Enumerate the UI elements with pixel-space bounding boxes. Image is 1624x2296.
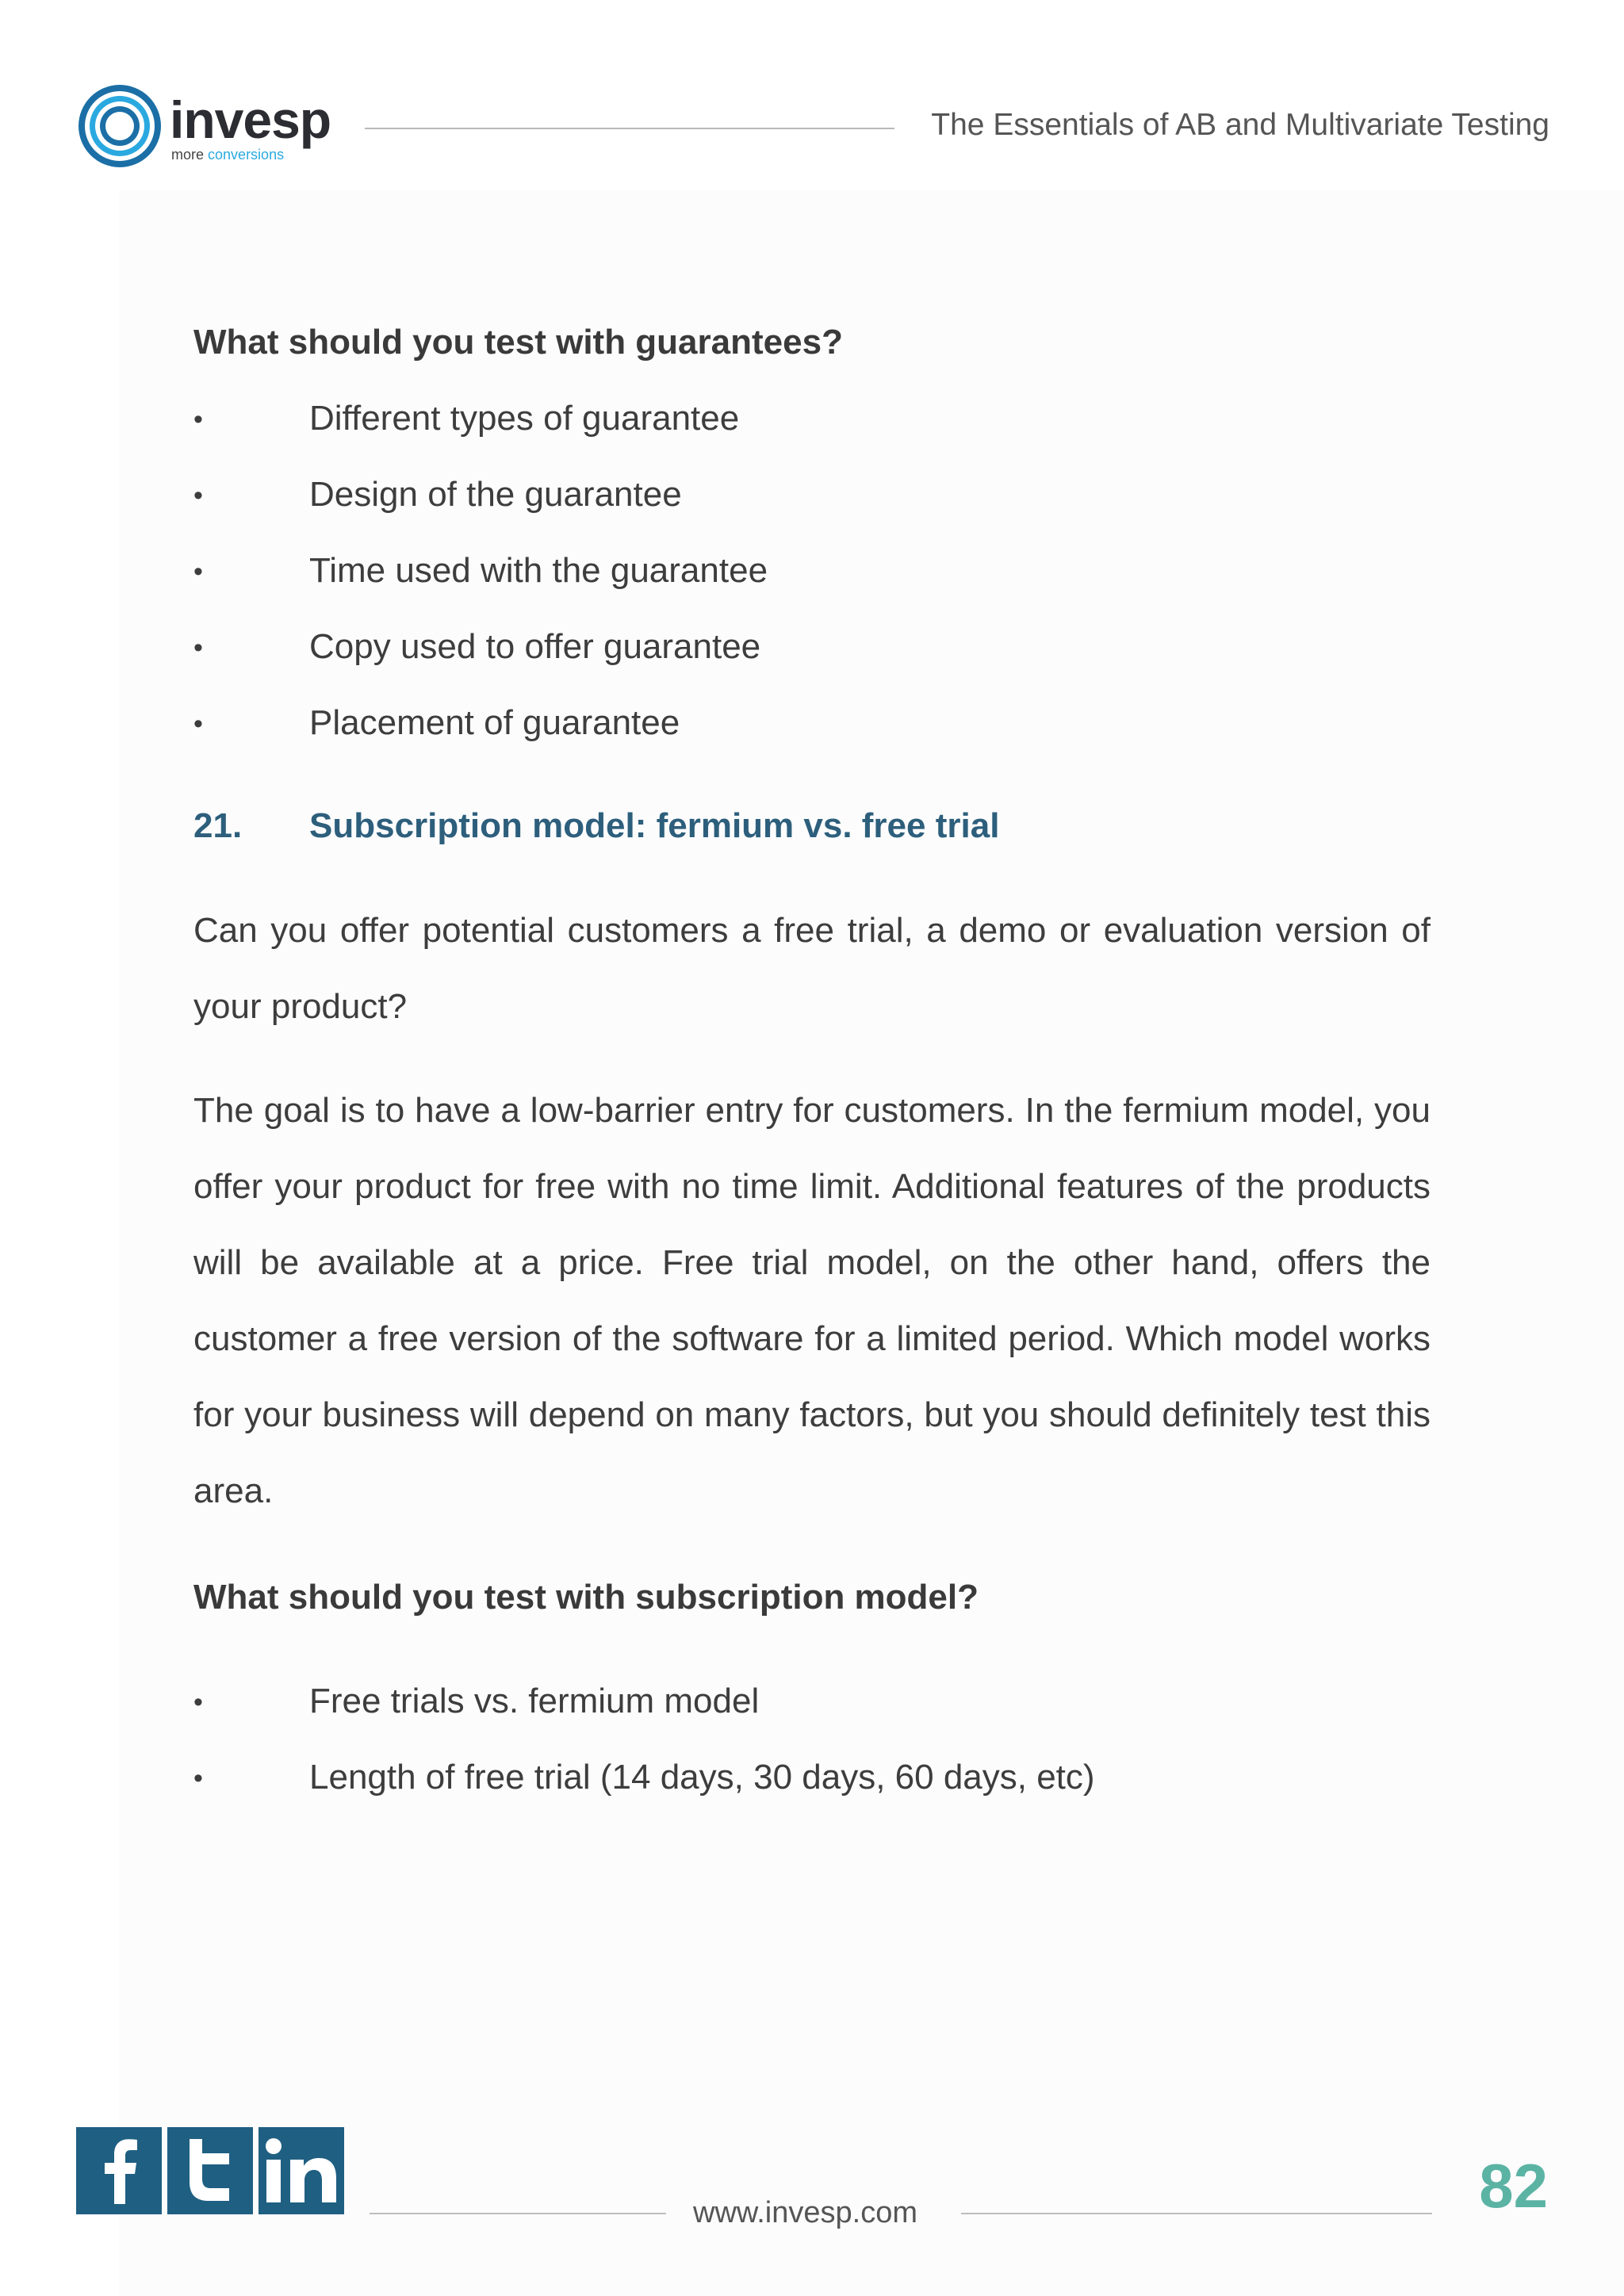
facebook-icon [95, 2137, 143, 2204]
bullet-icon: • [193, 480, 203, 511]
document-title: The Essentials of AB and Multivariate Testing [931, 108, 1549, 142]
footer-website-link[interactable]: www.invesp.com [693, 2196, 917, 2229]
logo-tagline-accent: conversions [208, 147, 285, 163]
list-item-text: Design of the guarantee [309, 475, 682, 514]
bullet-icon: • [193, 557, 203, 587]
list-item-text: Placement of guarantee [309, 703, 680, 742]
list-item-text: Time used with the guarantee [309, 551, 768, 590]
linkedin-icon [265, 2137, 338, 2204]
section-number: 21. [193, 806, 243, 845]
subscription-heading: What should you test with subscription model? [193, 1578, 979, 1617]
list-item-text: Length of free trial (14 days, 30 days, 60 days, etc) [309, 1758, 1095, 1797]
list-item-text: Free trials vs. fermium model [309, 1682, 760, 1720]
paragraph-body: The goal is to have a low-barrier entry for customers. In the fermium model, you offer your product for free with no time limit. Additional features of the products will be available at a price. Free trial model, on the other hand, offers the customer a free version of the software for a limited period. Which model works for your business will depend on many factors, but you should definitely test this area. [193, 1091, 1431, 1510]
page-number: 82 [1479, 2151, 1548, 2221]
invesp-logo[interactable] [76, 82, 346, 176]
facebook-button[interactable] [76, 2127, 162, 2214]
twitter-button[interactable] [167, 2127, 253, 2214]
list-item-text: Copy used to offer guarantee [309, 627, 761, 666]
twitter-icon [185, 2137, 236, 2204]
bullet-icon: • [193, 633, 203, 663]
logo-wordmark: invesp [170, 90, 331, 149]
bullet-icon: • [193, 1687, 203, 1717]
bullet-icon: • [193, 1763, 203, 1793]
logo-tagline [171, 147, 284, 162]
logo-tagline-prefix: more [171, 147, 205, 163]
list-item-text: Different types of guarantee [309, 399, 740, 438]
guarantees-heading: What should you test with guarantees? [193, 323, 843, 362]
section-title: Subscription model: fermium vs. free trial [309, 806, 1000, 845]
bullet-icon: • [193, 404, 203, 434]
footer-divider-left [370, 2213, 666, 2214]
logo-rings-icon [76, 82, 163, 170]
header-divider [365, 128, 894, 129]
footer-divider-right [961, 2213, 1432, 2214]
bullet-icon: • [193, 709, 203, 739]
linkedin-button[interactable] [259, 2127, 344, 2214]
paragraph-intro: Can you offer potential customers a free trial, a demo or evaluation version of your product? [193, 911, 1431, 1026]
